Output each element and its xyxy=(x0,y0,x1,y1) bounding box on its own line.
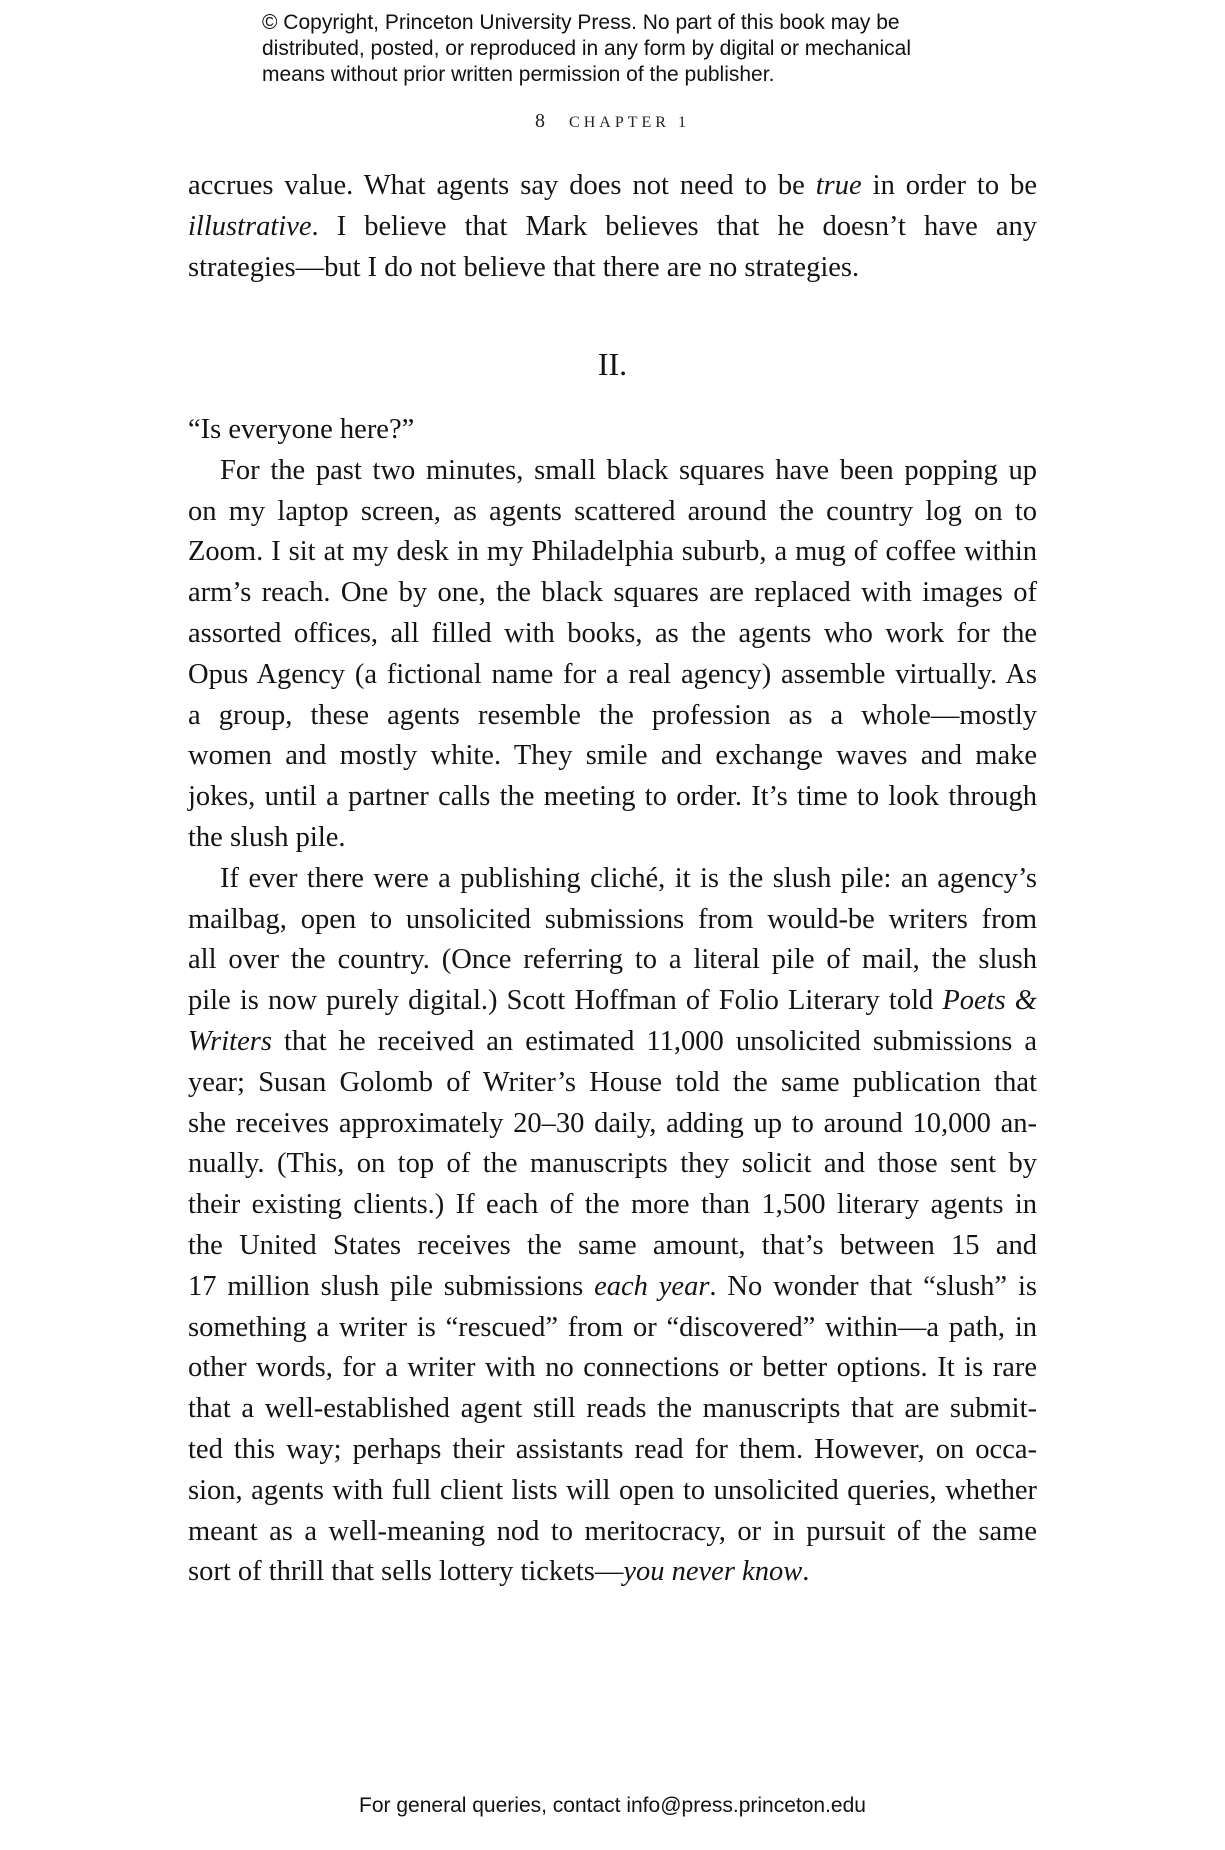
chapter-label: CHAPTER 1 xyxy=(569,114,690,131)
text-line: arm’s reach. One by one, the black squares are replaced with images of xyxy=(188,577,1037,609)
text-line: sion, agents with full client lists will open to unsolicited queries, whether xyxy=(188,1474,1037,1506)
text-line: Zoom. I sit at my desk in my Philadelphia suburb, a mug of coffee within xyxy=(188,536,1037,568)
text-line: on my laptop screen, as agents scattered around the country log on to xyxy=(188,495,1037,527)
text-run: sort of thrill that sells lottery tickets— xyxy=(188,1556,624,1588)
text-line: Opus Agency (a fictional name for a real agency) assemble virtually. As xyxy=(188,658,1037,690)
italic-run: Poets & xyxy=(942,985,1037,1017)
page-number: 8 xyxy=(535,110,546,132)
text-run: . I believe that Mark believes that he doesn’t have any xyxy=(311,210,1037,242)
text-line: that a well-established agent still reads the manuscripts that are submit- xyxy=(188,1393,1037,1425)
text-line: year; Susan Golomb of Writer’s House told the same publication that xyxy=(188,1066,1037,1098)
footer-contact: For general queries, contact info@press.princeton.edu xyxy=(359,1794,866,1817)
text-line: a group, these agents resemble the profession as a whole—mostly xyxy=(188,699,1037,731)
paragraph-continued xyxy=(188,166,1037,288)
text-line: the slush pile. xyxy=(188,821,346,853)
text-line: If ever there were a publishing cliché, it is the slush pile: an agency’s xyxy=(220,862,1037,894)
text-line: their existing clients.) If each of the more than 1,500 literary agents in xyxy=(188,1189,1037,1221)
text-line xyxy=(188,1022,1037,1063)
copyright-line: means without prior written permission of the publisher. xyxy=(262,63,775,86)
text-line: she receives approximately 20–30 daily, adding up to around 10,000 an- xyxy=(188,1107,1037,1139)
text-line xyxy=(188,166,1037,207)
text-line xyxy=(188,1552,1037,1593)
copyright-line: © Copyright, Princeton University Press. No part of this book may be xyxy=(262,11,900,34)
text-line: strategies—but I do not believe that there are no strategies. xyxy=(188,251,860,283)
text-line: ted this way; perhaps their assistants read for them. However, on occa- xyxy=(188,1433,1037,1465)
text-line xyxy=(188,207,1037,248)
text-line xyxy=(188,1267,1037,1308)
text-line: For the past two minutes, small black squares have been popping up xyxy=(220,454,1037,486)
text-line: the United States receives the same amount, that’s between 15 and xyxy=(188,1229,1037,1261)
paragraph-slush-pile xyxy=(188,859,1037,1593)
copyright-line: distributed, posted, or reproduced in any form by digital or mechanical xyxy=(262,37,912,60)
italic-run: you never know xyxy=(623,1556,803,1588)
running-head xyxy=(0,110,1225,133)
body-text xyxy=(188,410,1037,1593)
text-line: nually. (This, on top of the manuscripts they solicit and those sent by xyxy=(188,1148,1037,1180)
text-run: pile is now purely digital.) Scott Hoffman of Folio Literary told xyxy=(188,985,943,1017)
italic-run: each year xyxy=(594,1270,710,1302)
italic-run: Writers xyxy=(188,1025,272,1057)
text-run: 17 million slush pile submissions xyxy=(188,1270,595,1302)
text-line xyxy=(188,981,1037,1022)
text-run: that he received an estimated 11,000 unsolicited submissions a xyxy=(271,1025,1037,1057)
dialogue-line: “Is everyone here?” xyxy=(188,414,415,445)
text-line: jokes, until a partner calls the meeting to order. It’s time to look through xyxy=(188,781,1037,813)
paragraph-meeting xyxy=(188,451,1037,859)
italic-run: illustrative xyxy=(188,210,312,242)
text-run: accrues value. What agents say does not need to be xyxy=(188,170,816,201)
text-line: other words, for a writer with no connections or better options. It is rare xyxy=(188,1352,1037,1384)
text-run: . xyxy=(802,1556,810,1588)
text-line: meant as a well-meaning nod to meritocracy, or in pursuit of the same xyxy=(188,1515,1037,1547)
text-line: something a writer is “rescued” from or “discovered” within—a path, in xyxy=(188,1311,1037,1343)
text-line: all over the country. (Once referring to a literal pile of mail, the slush xyxy=(188,944,1037,976)
text-line: assorted offices, all filled with books, as the agents who work for the xyxy=(188,617,1037,649)
text-run: in order to be xyxy=(861,170,1037,201)
italic-run: true xyxy=(815,170,862,201)
copyright-notice xyxy=(262,10,1002,88)
section-heading: II. xyxy=(597,346,628,382)
text-run: . No wonder that “slush” is xyxy=(709,1270,1037,1302)
text-line: women and mostly white. They smile and exchange waves and make xyxy=(188,740,1037,772)
text-line: mailbag, open to unsolicited submissions from would-be writers from xyxy=(188,903,1037,935)
